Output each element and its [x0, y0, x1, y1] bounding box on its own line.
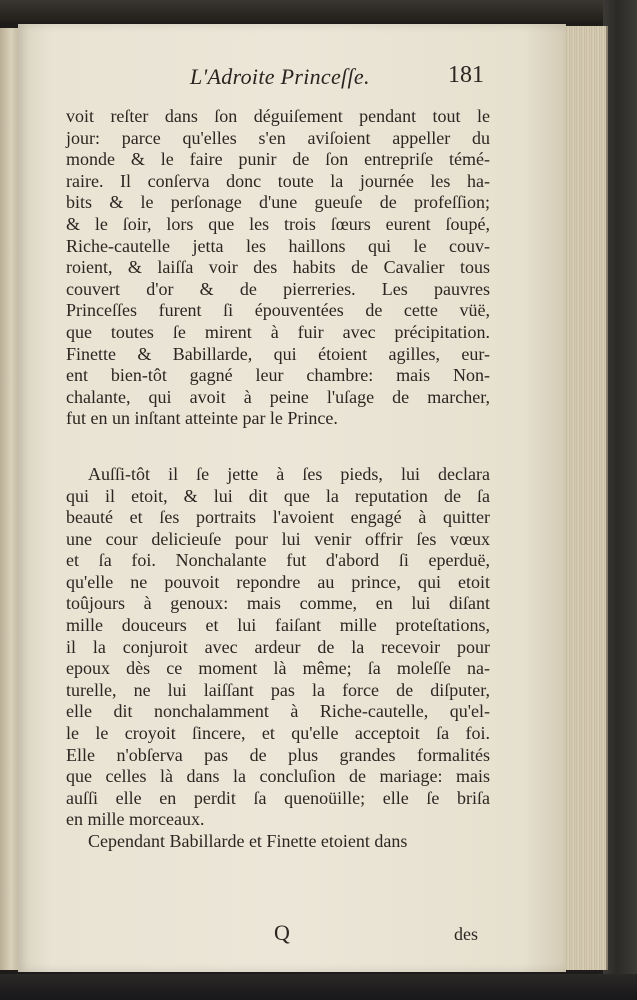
- text-line: il la conjuroit avec ardeur de la recevoir pour: [66, 636, 490, 657]
- text-line: auſſi elle en perdit ſa quenoüille; elle ſe briſa: [66, 787, 490, 808]
- page-header: [18, 64, 566, 104]
- text-line: roient, & laiſſa voir des habits de Cavalier tous: [66, 257, 490, 278]
- text-line: couvert d'or & de pierreries. Les pauvres: [66, 278, 490, 299]
- text-line: chalante, qui avoit à peine l'uſage de marcher,: [66, 386, 490, 407]
- text-line: que toutes ſe mirent à fuir avec précipitation.: [66, 321, 490, 342]
- text-line: epoux dès ce moment là même; ſa moleſſe na-: [66, 658, 490, 679]
- text-line: Cependant Babillarde et Finette etoient dans: [88, 831, 408, 851]
- text-line: Princeſſes furent ſi épouventées de cette vüë,: [66, 300, 490, 321]
- text-line: monde & le faire punir de ſon entrepriſe témé-: [66, 149, 490, 170]
- text-line: toûjours à genoux: mais comme, en lui diſant: [66, 593, 490, 614]
- book-cover-bottom: [0, 974, 637, 1000]
- body-text: [66, 106, 490, 853]
- text-line: et ſa foi. Nonchalante fut d'abord ſi eperduë,: [66, 550, 490, 571]
- text-line: elle dit nonchalamment à Riche-cautelle, qu'el-: [66, 701, 490, 722]
- text-line: fut en un inſtant atteinte par le Prince.: [66, 408, 338, 429]
- text-line: Auſſi-tôt il ſe jette à ſes pieds, lui declara: [88, 463, 490, 484]
- text-line: qui il etoit, & lui dit que la reputation de ſa: [66, 485, 490, 506]
- signature-mark: Q: [274, 920, 290, 945]
- book-page: [18, 24, 566, 972]
- text-line: Elle n'obſerva pas de plus grandes formalités: [66, 744, 490, 765]
- text-line: en mille morceaux.: [66, 809, 205, 830]
- catchword: des: [454, 924, 478, 944]
- running-title: L'Adroite Princeſſe.: [190, 64, 370, 89]
- book-cover-right: [603, 0, 637, 1000]
- text-line: turelle, ne lui laiſſant pas la force de diſputer,: [66, 679, 490, 700]
- page-number: 181: [448, 62, 484, 88]
- text-line: que celles là dans la concluſion de mariage: mais: [66, 766, 490, 787]
- text-line: le le croyoit ſincere, et qu'elle acceptoit ſa foi.: [66, 723, 490, 744]
- text-line: ent bien-tôt gagné leur chambre: mais Non-: [66, 365, 490, 386]
- text-line: Riche-cautelle jetta les haillons qui le couv-: [66, 235, 490, 256]
- text-line: raire. Il conſerva donc toute la journée les ha-: [66, 170, 490, 191]
- paragraph-2: [66, 464, 490, 831]
- text-line: bits & le perſonage d'une gueuſe de profeſſion;: [66, 192, 490, 213]
- paragraph-3: [66, 831, 490, 853]
- book-cover-top: [0, 0, 637, 22]
- text-line: Finette & Babillarde, qui étoient agilles, eur-: [66, 343, 490, 364]
- text-line: une cour delicieuſe pour lui venir offrir ſes vœux: [66, 528, 490, 549]
- page-stack-edge: [560, 26, 608, 970]
- text-line: mille douceurs et lui faiſant mille proteſtations,: [66, 615, 490, 636]
- text-line: & le ſoir, lors que les trois ſœurs eurent ſoupé,: [66, 213, 490, 234]
- text-line: qu'elle ne pouvoit repondre au prince, qui etoit: [66, 571, 490, 592]
- facing-page-edge: [0, 28, 19, 970]
- text-line: voit reſter dans ſon déguiſement pendant tout le: [66, 106, 490, 126]
- text-line: jour: parce qu'elles s'en aviſoient appeller du: [66, 127, 490, 148]
- text-line: beauté et ſes portraits l'avoient engagé à quitter: [66, 507, 490, 528]
- paragraph-1: [66, 106, 490, 430]
